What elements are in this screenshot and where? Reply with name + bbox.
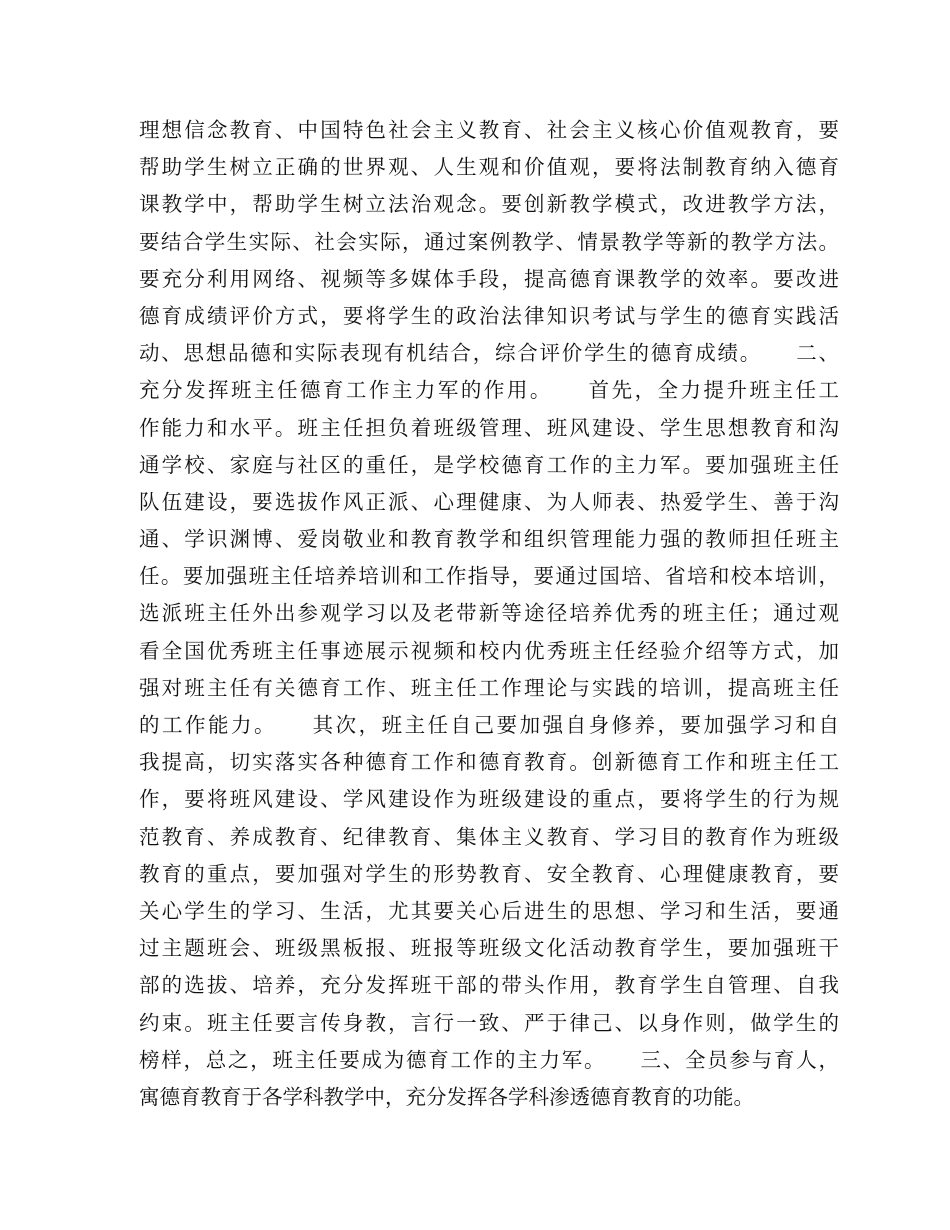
text-line-12: 通、学识渊博、爱岗敬业和教育教学和组织管理能力强的教师担任班主	[139, 527, 839, 552]
body-text	[139, 112, 839, 1116]
text-line-7: 动、思想品德和实际表现有机结合，综合评价学生的德育成绩。 二、	[139, 341, 839, 366]
text-line-2: 帮助学生树立正确的世界观、人生观和价值观，要将法制教育纳入德育	[139, 155, 839, 180]
text-line-26: 榜样，总之，班主任要成为德育工作的主力军。 三、全员参与育人，	[139, 1047, 839, 1072]
text-line-10: 通学校、家庭与社区的重任，是学校德育工作的主力军。要加强班主任	[139, 452, 839, 477]
text-line-13: 任。要加强班主任培养培训和工作指导，要通过国培、省培和校本培训，	[139, 564, 839, 589]
text-line-21: 教育的重点，要加强对学生的形势教育、安全教育、心理健康教育，要	[139, 861, 839, 886]
text-line-22: 关心学生的学习、生活，尤其要关心后进生的思想、学习和生活，要通	[139, 898, 839, 923]
text-line-6: 德育成绩评价方式，要将学生的政治法律知识考试与学生的德育实践活	[139, 303, 839, 328]
text-line-27: 寓德育教育于各学科教学中，充分发挥各学科渗透德育教育的功能。	[139, 1084, 754, 1109]
text-line-16: 强对班主任有关德育工作、班主任工作理论与实践的培训，提高班主任	[139, 675, 839, 700]
text-line-4: 要结合学生实际、社会实际，通过案例教学、情景教学等新的教学方法。	[139, 229, 839, 254]
text-line-3: 课教学中，帮助学生树立法治观念。要创新教学模式，改进教学方法，	[139, 192, 839, 217]
text-line-23: 过主题班会、班级黑板报、班报等班级文化活动教育学生，要加强班干	[139, 936, 839, 961]
text-line-14: 选派班主任外出参观学习以及老带新等途径培养优秀的班主任；通过观	[139, 601, 839, 626]
text-line-20: 范教育、养成教育、纪律教育、集体主义教育、学习目的教育作为班级	[139, 824, 839, 849]
text-line-24: 部的选拔、培养，充分发挥班干部的带头作用，教育学生自管理、自我	[139, 973, 839, 998]
text-line-19: 作，要将班风建设、学风建设作为班级建设的重点，要将学生的行为规	[139, 787, 839, 812]
text-line-9: 作能力和水平。班主任担负着班级管理、班风建设、学生思想教育和沟	[139, 415, 839, 440]
text-line-1: 理想信念教育、中国特色社会主义教育、社会主义核心价值观教育，要	[139, 118, 839, 142]
text-line-18: 我提高，切实落实各种德育工作和德育教育。创新德育工作和班主任工	[139, 750, 839, 775]
text-line-17: 的工作能力。 其次，班主任自己要加强自身修养，要加强学习和自	[139, 713, 839, 737]
text-line-5: 要充分利用网络、视频等多媒体手段，提高德育课教学的效率。要改进	[139, 266, 839, 291]
text-line-8: 充分发挥班主任德育工作主力军的作用。 首先，全力提升班主任工	[139, 378, 839, 403]
text-line-25: 约束。班主任要言传身教，言行一致、严于律己、以身作则，做学生的	[139, 1010, 839, 1035]
text-line-15: 看全国优秀班主任事迹展示视频和校内优秀班主任经验介绍等方式，加	[139, 638, 839, 663]
text-line-11: 队伍建设，要选拔作风正派、心理健康、为人师表、热爱学生、善于沟	[139, 489, 839, 514]
